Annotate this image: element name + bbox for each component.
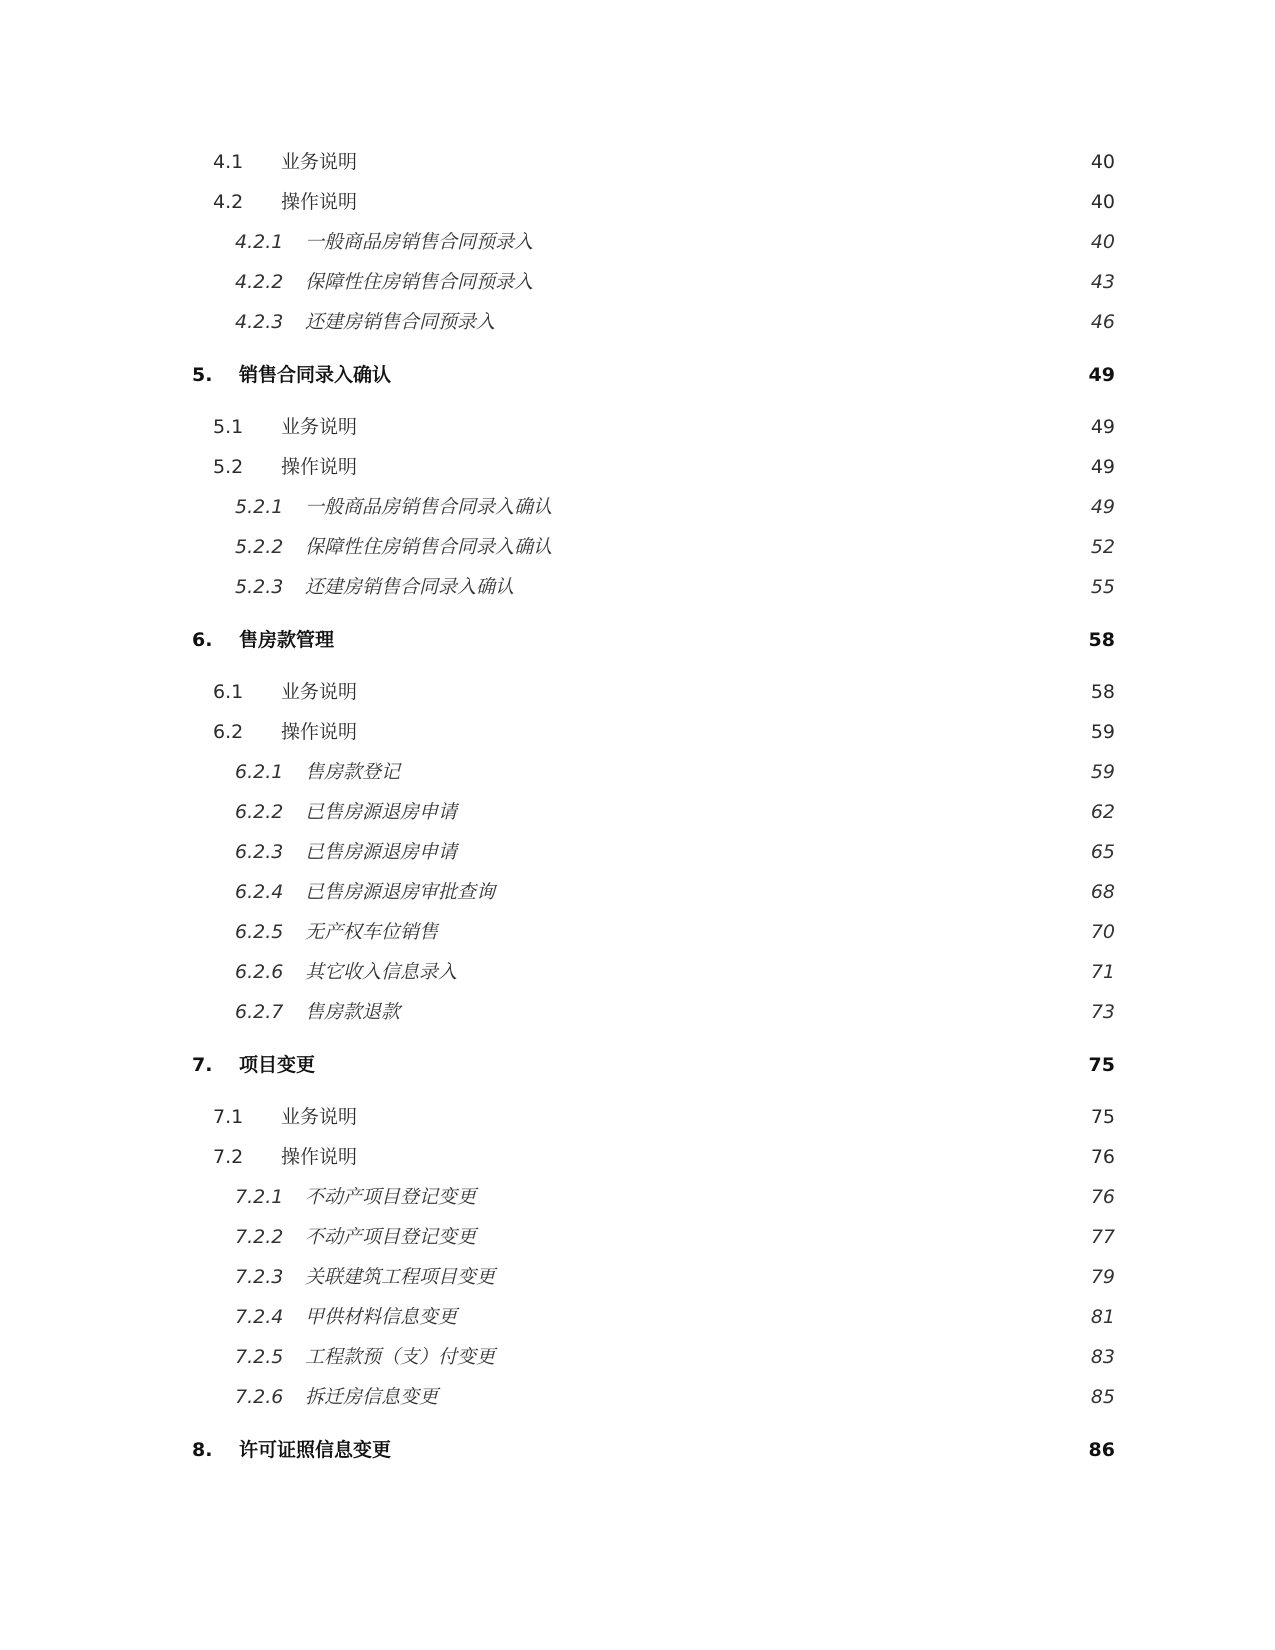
- toc-entry-number: 7.2: [213, 1146, 244, 1168]
- toc-entry-title: 已售房源退房审批查询: [305, 881, 496, 903]
- toc-entry[interactable]: [0, 227, 1275, 257]
- toc-chapter-page: 58: [1088, 629, 1115, 651]
- toc-entry-title: 操作说明: [281, 456, 358, 478]
- toc-entry[interactable]: [0, 267, 1275, 297]
- toc-entry-number: 4.2: [213, 191, 244, 213]
- toc-entry-page: 79: [1090, 1266, 1115, 1288]
- toc-chapter[interactable]: [0, 360, 1275, 390]
- toc-entry[interactable]: [0, 307, 1275, 337]
- toc-entry-page: 85: [1090, 1386, 1115, 1408]
- toc-entry-page: 40: [1090, 231, 1115, 253]
- toc-entry-page: 76: [1090, 1186, 1115, 1208]
- toc-entry-number: 7.1: [213, 1106, 244, 1128]
- toc-entry-page: 46: [1090, 311, 1115, 333]
- toc-entry[interactable]: [0, 797, 1275, 827]
- toc-entry-title: 拆迁房信息变更: [305, 1386, 439, 1408]
- toc-entry-number: 7.2.3: [235, 1266, 284, 1288]
- toc-entry-title: 业务说明: [281, 151, 358, 173]
- toc-entry-title: 业务说明: [281, 681, 358, 703]
- toc-entry-title: 已售房源退房申请: [305, 841, 458, 863]
- toc-chapter-page: 75: [1088, 1054, 1115, 1076]
- toc-chapter-title: 售房款管理: [239, 629, 335, 651]
- toc-entry-page: 71: [1090, 961, 1115, 983]
- toc-entry-title: 还建房销售合同录入确认: [305, 576, 515, 598]
- toc-entry-number: 4.2.3: [235, 311, 284, 333]
- toc-entry[interactable]: [0, 1102, 1275, 1132]
- toc-entry[interactable]: [0, 187, 1275, 217]
- toc-entry-title: 一般商品房销售合同预录入: [305, 231, 534, 253]
- toc-entry-page: 49: [1090, 416, 1115, 438]
- toc-entry-title: 不动产项目登记变更: [305, 1186, 477, 1208]
- toc-entry[interactable]: [0, 492, 1275, 522]
- toc-entry-number: 5.2.1: [235, 496, 284, 518]
- toc-entry[interactable]: [0, 917, 1275, 947]
- toc-entry-title: 操作说明: [281, 721, 358, 743]
- toc-entry-page: 70: [1090, 921, 1115, 943]
- toc-entry-number: 6.2.2: [235, 801, 284, 823]
- toc-entry-number: 7.2.5: [235, 1346, 284, 1368]
- toc-chapter-number: 5.: [192, 364, 213, 386]
- toc-entry-number: 6.2.3: [235, 841, 284, 863]
- toc-entry-page: 49: [1090, 456, 1115, 478]
- toc-entry-number: 4.1: [213, 151, 244, 173]
- toc-entry-page: 81: [1090, 1306, 1115, 1328]
- toc-entry-number: 4.2.2: [235, 271, 284, 293]
- toc-entry-number: 5.2.3: [235, 576, 284, 598]
- toc-entry-title: 一般商品房销售合同录入确认: [305, 496, 553, 518]
- toc-entry-page: 73: [1090, 1001, 1115, 1023]
- toc-entry[interactable]: [0, 757, 1275, 787]
- toc-entry-title: 甲供材料信息变更: [305, 1306, 458, 1328]
- toc-entry-title: 无产权车位销售: [305, 921, 439, 943]
- toc-entry-title: 保障性住房销售合同预录入: [305, 271, 534, 293]
- toc-entry-title: 售房款退款: [305, 1001, 401, 1023]
- toc-entry-number: 6.1: [213, 681, 244, 703]
- toc-entry-number: 7.2.4: [235, 1306, 284, 1328]
- toc-chapter[interactable]: [0, 1435, 1275, 1465]
- toc-entry-page: 68: [1090, 881, 1115, 903]
- toc-entry-title: 关联建筑工程项目变更: [305, 1266, 496, 1288]
- toc-entry[interactable]: [0, 1382, 1275, 1412]
- toc-entry-page: 62: [1090, 801, 1115, 823]
- toc-entry-title: 已售房源退房申请: [305, 801, 458, 823]
- toc-entry-title: 工程款预（支）付变更: [305, 1346, 496, 1368]
- toc-entry[interactable]: [0, 717, 1275, 747]
- toc-entry[interactable]: [0, 877, 1275, 907]
- toc-entry[interactable]: [0, 957, 1275, 987]
- toc-entry[interactable]: [0, 572, 1275, 602]
- toc-entry-title: 业务说明: [281, 416, 358, 438]
- toc-entry[interactable]: [0, 1342, 1275, 1372]
- toc-entry-title: 不动产项目登记变更: [305, 1226, 477, 1248]
- toc-chapter-number: 8.: [192, 1439, 213, 1461]
- toc-entry-page: 75: [1090, 1106, 1115, 1128]
- toc-entry[interactable]: [0, 532, 1275, 562]
- toc-entry-page: 43: [1090, 271, 1115, 293]
- toc-entry-number: 5.2: [213, 456, 244, 478]
- toc-entry[interactable]: [0, 1262, 1275, 1292]
- toc-entry-number: 6.2: [213, 721, 244, 743]
- toc-chapter-title: 许可证照信息变更: [239, 1439, 392, 1461]
- toc-entry-title: 业务说明: [281, 1106, 358, 1128]
- toc-entry-page: 65: [1090, 841, 1115, 863]
- toc-entry-page: 59: [1090, 761, 1115, 783]
- toc-entry-number: 6.2.1: [235, 761, 284, 783]
- toc-chapter-page: 49: [1088, 364, 1115, 386]
- toc-chapter-number: 7.: [192, 1054, 213, 1076]
- toc-entry[interactable]: [0, 452, 1275, 482]
- toc-entry-page: 49: [1090, 496, 1115, 518]
- toc-entry-number: 5.1: [213, 416, 244, 438]
- toc-entry-number: 6.2.4: [235, 881, 284, 903]
- toc-entry-page: 40: [1090, 191, 1115, 213]
- toc-entry-title: 操作说明: [281, 1146, 358, 1168]
- toc-entry-page: 55: [1090, 576, 1115, 598]
- toc-entry-page: 40: [1090, 151, 1115, 173]
- toc-entry[interactable]: [0, 1222, 1275, 1252]
- toc-entry-title: 其它收入信息录入: [305, 961, 458, 983]
- toc-entry-page: 58: [1090, 681, 1115, 703]
- toc-entry-number: 6.2.5: [235, 921, 284, 943]
- toc-entry-page: 77: [1090, 1226, 1115, 1248]
- toc-entry-number: 7.2.1: [235, 1186, 284, 1208]
- toc-entry[interactable]: [0, 997, 1275, 1027]
- toc-entry[interactable]: [0, 147, 1275, 177]
- toc-entry-title: 售房款登记: [305, 761, 401, 783]
- toc-chapter-page: 86: [1088, 1439, 1115, 1461]
- toc-entry-title: 操作说明: [281, 191, 358, 213]
- toc-entry-number: 7.2.2: [235, 1226, 284, 1248]
- toc-entry-page: 59: [1090, 721, 1115, 743]
- toc-entry-page: 83: [1090, 1346, 1115, 1368]
- toc-entry[interactable]: [0, 1182, 1275, 1212]
- toc-entry[interactable]: [0, 677, 1275, 707]
- toc-entry-number: 7.2.6: [235, 1386, 284, 1408]
- toc-entry-title: 保障性住房销售合同录入确认: [305, 536, 553, 558]
- toc-entry-number: 5.2.2: [235, 536, 284, 558]
- toc-entry-page: 52: [1090, 536, 1115, 558]
- toc-chapter-number: 6.: [192, 629, 213, 651]
- toc-entry-page: 76: [1090, 1146, 1115, 1168]
- toc-chapter-title: 项目变更: [239, 1054, 316, 1076]
- toc-entry-title: 还建房销售合同预录入: [305, 311, 496, 333]
- toc-entry[interactable]: [0, 1302, 1275, 1332]
- toc-entry-number: 6.2.6: [235, 961, 284, 983]
- toc-chapter-title: 销售合同录入确认: [239, 364, 392, 386]
- toc-entry-number: 6.2.7: [235, 1001, 284, 1023]
- toc-entry[interactable]: [0, 412, 1275, 442]
- toc-chapter[interactable]: [0, 625, 1275, 655]
- toc-entry[interactable]: [0, 1142, 1275, 1172]
- toc-entry-number: 4.2.1: [235, 231, 284, 253]
- toc-entry[interactable]: [0, 837, 1275, 867]
- toc-chapter[interactable]: [0, 1050, 1275, 1080]
